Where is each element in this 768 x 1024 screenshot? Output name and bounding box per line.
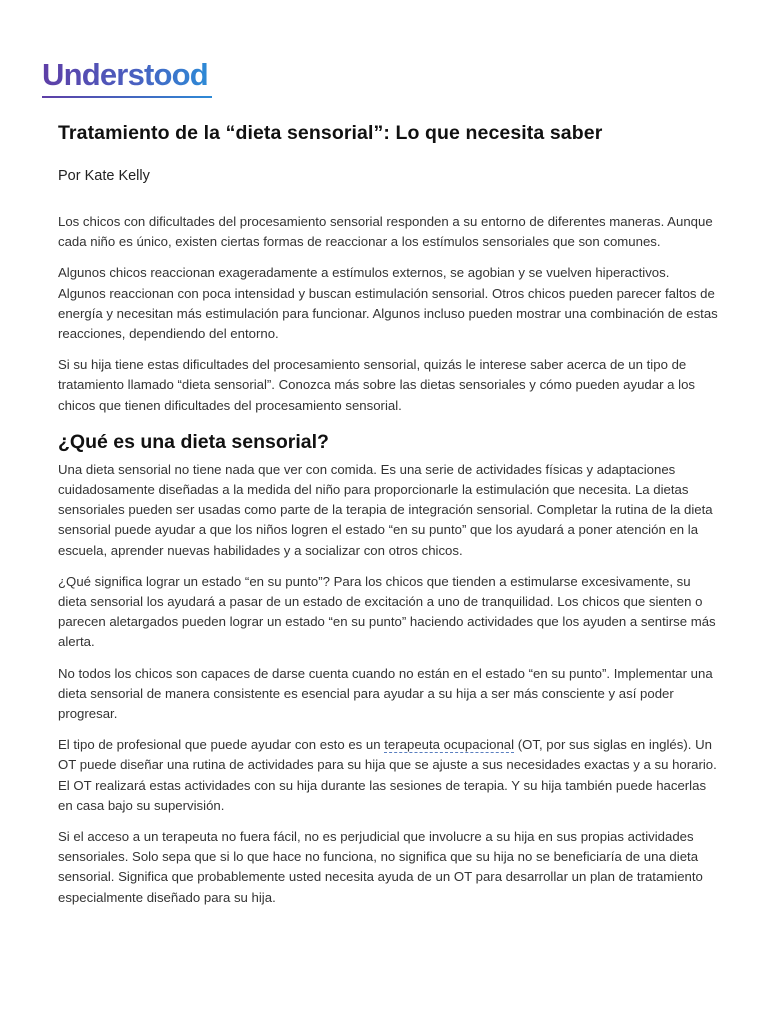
ot-paragraph [58,735,718,816]
article [58,118,718,908]
brand-logo-underline [42,96,212,98]
section-heading: ¿Qué es una dieta sensorial? [58,430,329,453]
section-paragraph: ¿Qué significa lograr un estado “en su punto”? Para los chicos que tienden a estimularse excesivamente, su dieta sensorial los ayudará a pasar de un estado de excitación a uno de tranquilidad. Los chicos que sienten o parecen aletargados pueden lograr un estado “en su punto” haciendo actividades que los ayuden a sentirse más alerta. [58,573,716,650]
article-paragraph: Si su hija tiene estas dificultades del procesamiento sensorial, quizás le interese saber acerca de un tipo de tratamiento llamado “dieta sensorial”. Conozca más sobre las dietas sensoriales y cómo pueden ayudar a los chicos que tienen dificultades del procesamiento sensorial. [58,357,695,413]
occupational-therapist-link[interactable]: terapeuta ocupacional [384,737,515,753]
article-byline: Por Kate Kelly [58,168,150,184]
article-paragraph: Los chicos con dificultades del procesamiento sensorial responden a su entorno de diferentes maneras. Aunque cada niño es único, existen ciertas formas de reaccionar a los estímulos sensoriales que son comunes. [58,214,713,250]
ot-paragraph-text-after: (OT, por sus siglas en inglés). Un OT puede diseñar una rutina de actividades para su hija que se ajuste a sus necesidades exactas y a su horario. El OT realizará estas actividades con su hija durante las sesiones de terapia. Y su hija también puede hacerlas en casa bajo su supervisión. [58,737,717,813]
brand-logo[interactable] [42,58,212,98]
ot-paragraph-text-before: El tipo de profesional que puede ayudar con esto es un [58,737,385,753]
section-paragraph: No todos los chicos son capaces de darse cuenta cuando no están en el estado “en su punto”. Implementar una dieta sensorial de manera consistente es esencial para ayudar a su hija a ser más consciente y así poder progresar. [58,665,713,722]
section-paragraph: Si el acceso a un terapeuta no fuera fácil, no es perjudicial que involucre a su hija en sus propias actividades sensoriales. Solo sepa que si lo que hace no funciona, no significa que su hija no se beneficiaría de una dieta sensorial. Significa que probablemente usted necesita ayuda de un OT para desarrollar un plan de tratamiento especialmente diseñado para su hija. [58,829,703,905]
article-title: Tratamiento de la “dieta sensorial”: Lo que necesita saber [58,122,603,144]
article-paragraph: Algunos chicos reaccionan exageradamente a estímulos externos, se agobian y se vuelven hiperactivos. Algunos reaccionan con poca intensidad y buscan estimulación sensorial. Otros chicos pueden parecer faltos de energía y necesitan más estimulación para funcionar. Algunos incluso pueden mostrar una combinación de estas reacciones, dependiendo del entorno. [58,265,718,342]
brand-logo-text: Understood [42,57,208,92]
section-paragraph: Una dieta sensorial no tiene nada que ver con comida. Es una serie de actividades físicas y adaptaciones cuidadosamente diseñadas a la medida del niño para proporcionarle la estimulación que necesita. La dietas sensoriales pueden ser usadas como parte de la terapia de integración sensorial. Completar la rutina de la dieta sensorial puede ayudar a que los niños logren el estado “en su punto” que los ayudará a poner atención en la escuela, aprender nuevas habilidades y a socializar con otros chicos. [58,461,713,558]
